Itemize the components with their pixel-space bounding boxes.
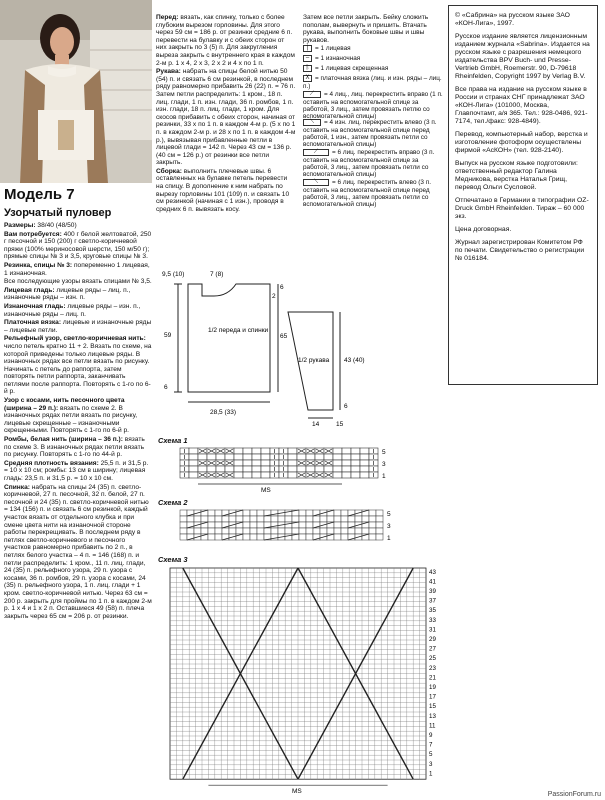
scheme2-cell — [229, 516, 236, 522]
middle-text-column — [156, 14, 296, 258]
scheme2-cell — [236, 516, 243, 522]
scheme2-cell — [257, 534, 264, 540]
scheme1-cell — [342, 466, 351, 472]
scheme2-cell — [292, 528, 299, 534]
scheme2-cell — [208, 528, 215, 534]
scheme2-cell — [348, 528, 355, 534]
scheme2-cell — [215, 528, 222, 534]
instruction-paragraph: Вам потребуется: 400 г белой желтоватой, 250 г песочной и 150 (200) г светло-коричневой пряжи (100% мериносовой шерсти, 150 м/50 г); прямые спицы № 3 и 3,5, круговые спицы № 3. — [4, 230, 152, 261]
scheme2-cell — [257, 516, 264, 522]
scheme1-cell — [342, 454, 351, 460]
scheme2-cell — [180, 522, 187, 528]
legend-text: = платочная вязка (лиц. и изн. ряды – лиц. п.) — [303, 75, 442, 90]
dim-width: 28,5 (33) — [210, 409, 237, 416]
instruction-paragraph: Сборка: выполнить плечевые швы. 6 оставленных на булавке петель перевести на спицу. В дополнение к ним набрать по вырезу горловины 101 (109) п. и связать 10 см резинкой (начиная с 1 изн.), проводя в средних 6 п. вывязать косу. — [156, 167, 290, 213]
scheme1-cell — [189, 460, 198, 466]
scheme3-row-number: 27 — [429, 645, 436, 653]
legend-symbol-icon: ⟍ — [303, 119, 321, 126]
scheme2-cell — [369, 510, 376, 516]
dim-num2: 2 — [272, 293, 276, 300]
scheme3-row-number: 17 — [429, 693, 436, 701]
scheme2-cell — [208, 522, 215, 528]
scheme2-cell — [250, 516, 257, 522]
scheme2-cell — [376, 534, 383, 540]
scheme2-cell — [348, 516, 355, 522]
scheme2-cell — [271, 522, 278, 528]
scheme2-cell — [271, 528, 278, 534]
info-box — [448, 5, 598, 385]
legend-text: = 4 лиц., лиц. перекрестить вправо (1 п. оставить на вспомогательной спице за работой, 3 лиц., затем провязать петлю со вспомогательной спицы) — [303, 91, 443, 120]
scheme2-cell — [208, 516, 215, 522]
assembly-end-text: Затем все петли закрыть. Бейку сложить пополам, вывернуть и пришить. Втачать рукава, выполнить боковые швы и швы рукавов. — [303, 14, 429, 44]
scheme1-label: Схема 1 — [158, 436, 188, 445]
scheme2-cell — [180, 528, 187, 534]
scheme1-cell — [234, 466, 243, 472]
legend-item — [303, 149, 443, 178]
scheme1-cell — [333, 460, 342, 466]
scheme1-row-number: 5 — [382, 449, 386, 456]
scheme1-cell — [216, 466, 225, 472]
instruction-paragraph: Все последующие узоры вязать спицами № 3,5. — [4, 278, 152, 286]
scheme2-cell — [376, 516, 383, 522]
scheme2-cell — [215, 510, 222, 516]
scheme1-cell — [306, 466, 315, 472]
scheme1-cell — [297, 454, 306, 460]
legend-symbol-icon: – — [303, 55, 312, 62]
scheme1-cell — [288, 460, 297, 466]
legend-symbol-icon: ⟍ — [303, 179, 329, 186]
instruction-paragraph: Платочная вязка: лицевые и изнаночные ряды – лицевые петли. — [4, 319, 152, 334]
scheme2-cell — [229, 528, 236, 534]
scheme2-cell — [376, 510, 383, 516]
scheme3-row-number: 15 — [429, 703, 436, 711]
scheme1-cell — [288, 466, 297, 472]
scheme2-cell — [278, 516, 285, 522]
scheme1-cell — [198, 454, 207, 460]
scheme1-cell — [261, 460, 270, 466]
scheme2-cell — [201, 516, 208, 522]
scheme2-cell — [334, 528, 341, 534]
scheme1-cell — [234, 472, 243, 478]
scheme1-cell — [288, 448, 297, 454]
scheme1-cell — [261, 448, 270, 454]
scheme2-cell — [257, 522, 264, 528]
scheme2-cell — [236, 528, 243, 534]
scheme1-cell — [351, 466, 360, 472]
scheme1-cell — [324, 454, 333, 460]
model-subtitle: Узорчатый пуловер — [4, 207, 112, 219]
scheme1-cell — [360, 472, 369, 478]
scheme3-row-number: 33 — [429, 616, 436, 624]
dim-top-left2: 7 (8) — [210, 271, 224, 278]
scheme2-cell — [257, 510, 264, 516]
scheme2-cell — [243, 528, 250, 534]
scheme2-cell — [285, 516, 292, 522]
scheme1-cell — [189, 472, 198, 478]
scheme1-ms-label: MS — [261, 487, 271, 494]
instruction-paragraph: Перед: вязать, как спинку, только с более глубоким вырезом горловины. Для этого через 59 см = 186 р. от резинки средние 6 п. перевести на булавку и с обеих сторон от них закрыть по 3 (5) п. Для закругления выреза закрыть с внутреннего края в каждом 2-м р. 1 х 4, 2 х 3, 2 х 2 и 4 х по 1 п. — [156, 14, 295, 67]
scheme3-row-number: 23 — [429, 664, 436, 672]
scheme3-row-number: 43 — [429, 568, 436, 576]
scheme1-cell — [234, 460, 243, 466]
model-photo — [0, 0, 152, 183]
legend-item — [303, 179, 443, 208]
scheme3-row-number: 37 — [429, 597, 436, 605]
scheme3-row-number: 39 — [429, 588, 436, 595]
scheme1-cell — [333, 448, 342, 454]
scheme2-cell — [285, 522, 292, 528]
scheme2-cell — [222, 516, 229, 522]
pattern-schematic — [158, 262, 448, 428]
scheme2-cell — [243, 516, 250, 522]
publisher-info-paragraph: © «Сабрина» на русском языке ЗАО «КОН-Лига», 1997. — [455, 12, 570, 27]
scheme1-cell — [261, 472, 270, 478]
scheme2-cell — [341, 510, 348, 516]
publisher-info-paragraph: Цена договорная. — [455, 226, 512, 233]
model-photo-image — [0, 0, 152, 183]
scheme1-cell — [243, 466, 252, 472]
scheme2-cell — [222, 528, 229, 534]
publisher-info-paragraph: Перевод, компьютерный набор, верстка и изготовление фотоформ осуществлены фирмой «АсКОН» (тел. 928-2140). — [455, 131, 588, 154]
scheme2-cell — [341, 522, 348, 528]
scheme2-cell — [285, 534, 292, 540]
scheme1-cell — [342, 448, 351, 454]
scheme1-grid — [180, 446, 420, 494]
legend-symbol-icon: ᛒ — [303, 65, 312, 72]
scheme1-cell — [207, 466, 216, 472]
scheme2-cell — [271, 534, 278, 540]
legend-item — [303, 119, 443, 148]
scheme3-row-number: 7 — [429, 741, 433, 749]
scheme3-row-number: 31 — [429, 626, 436, 634]
scheme1-cell — [360, 448, 369, 454]
left-text-column — [4, 222, 152, 797]
scheme2-cell — [341, 516, 348, 522]
site-watermark: PassionForum.ru — [547, 791, 601, 798]
scheme1-cell — [342, 460, 351, 466]
scheme1-row-number: 1 — [382, 473, 386, 480]
scheme3-row-number: 5 — [429, 751, 433, 759]
scheme2-cell — [327, 528, 334, 534]
scheme2-cell — [355, 528, 362, 534]
scheme3-grid — [168, 566, 448, 798]
scheme1-cell — [252, 454, 261, 460]
scheme3-row-number: 3 — [429, 760, 433, 768]
scheme2-cell — [306, 510, 313, 516]
scheme1-cell — [243, 454, 252, 460]
scheme1-cell — [216, 454, 225, 460]
scheme2-cell — [362, 516, 369, 522]
scheme2-cell — [271, 516, 278, 522]
scheme2-cell — [201, 528, 208, 534]
scheme2-cell — [327, 516, 334, 522]
scheme2-cell — [313, 528, 320, 534]
scheme1-cell — [297, 466, 306, 472]
scheme1-cell — [324, 466, 333, 472]
scheme1-cell — [252, 448, 261, 454]
scheme2-cell — [306, 528, 313, 534]
scheme1-cell — [234, 448, 243, 454]
scheme2-cell — [362, 528, 369, 534]
scheme2-row-number: 1 — [387, 535, 391, 542]
scheme2-cell — [313, 516, 320, 522]
scheme3-row-number: 29 — [429, 636, 436, 643]
scheme1-cell — [351, 454, 360, 460]
scheme2-cell — [299, 516, 306, 522]
scheme2-cell — [180, 516, 187, 522]
scheme1-cell — [351, 460, 360, 466]
model-title: Модель 7 — [4, 186, 75, 203]
scheme2-cell — [250, 510, 257, 516]
dim-sleeve-height: 43 (40) — [344, 357, 365, 364]
scheme3-row-number: 25 — [429, 655, 436, 663]
scheme2-cell — [257, 528, 264, 534]
scheme2-cell — [334, 522, 341, 528]
scheme1-cell — [243, 460, 252, 466]
right-text-column — [303, 14, 443, 234]
dim-front-height: 59 — [164, 332, 172, 339]
scheme2-cell — [264, 516, 271, 522]
legend-symbol-icon: ⟋ — [303, 149, 329, 156]
sleeve-label: 1/2 рукава — [298, 357, 330, 364]
scheme1-cell — [351, 448, 360, 454]
symbol-legend — [303, 45, 443, 215]
scheme2-cell — [187, 516, 194, 522]
scheme2-cell — [208, 510, 215, 516]
scheme1-cell — [261, 466, 270, 472]
scheme1-cell — [342, 472, 351, 478]
scheme1-cell — [351, 472, 360, 478]
scheme3-row-number: 21 — [429, 674, 436, 682]
scheme1-cell — [243, 472, 252, 478]
publisher-info-paragraph: Журнал зарегистрирован Комитетом РФ по печати. Свидетельство о регистрации № 016184. — [455, 239, 585, 262]
front-label: 1/2 переда и спинки — [208, 327, 269, 334]
scheme2-cell — [180, 534, 187, 540]
scheme2-cell — [320, 516, 327, 522]
instruction-paragraph: Спинка: набрать на спицы 24 (35) п. светло-коричневой, 27 п. песочной, 32 п. белой, 27 п. песочной и 24 (35) п. светло-коричневой нитью = 134 (156) п. и связать 6 см резинкой, каждый участок вязать от отдельного клубка и при смене цвета нити на изнаночной стороне работы перекрещивать. В последнем ряду в петлях светло-коричневого и песочного участков равномерно прибавить по 2 п., в петлях белого участка – 4 п. = 146 (168) п. и петли распределить: 1 кром., 11 п. лиц. глади, 24 (35) п. рельефного узора, 29 п. узора с косами, 36 п. ромбов, 29 п. узора с косами, 24 (35) п. рельефного узора, 1 п. лиц. глади + 1 кром. светло-коричневой нитью. Через 63 см = 200 р. закрыть для проймы по 1 п. в каждом 2-м р. 1 х 4 и 1 х 2 п. Оставшиеся 49 (58) п. плеча закрыть через 65 см = 206 р. от резинки. — [4, 483, 152, 620]
dim-bottom: 6 — [164, 384, 168, 391]
publisher-info-paragraph: Выпуск на русском языке подготовили: ответственный редактор Галина Медникова, верстка Наталья Грищ, перевод Ольги Сусловой. — [455, 160, 578, 191]
scheme2-cell — [299, 510, 306, 516]
legend-text: = 1 лицевая скрещенная — [315, 65, 389, 73]
front-back-outline — [188, 284, 270, 392]
dim-top-left: 9,5 (10) — [162, 271, 185, 278]
scheme2-cell — [341, 534, 348, 540]
dim-sleeve-w2: 15 — [336, 421, 344, 428]
scheme2-cell — [306, 522, 313, 528]
legend-text: = 6 лиц. перекрестить вправо (3 п. оставить на вспомогательной спице за работой, 3 лиц., затем провязать петли со вспомогательной спицы) — [303, 149, 435, 178]
scheme3-row-number: 19 — [429, 684, 436, 691]
instruction-paragraph: Изнаночная гладь: лицевые ряды – изн. п., изнаночные ряды – лиц. п. — [4, 302, 141, 318]
scheme2-cell — [278, 528, 285, 534]
scheme2-row-number: 3 — [387, 523, 391, 530]
scheme2-cell — [250, 528, 257, 534]
scheme2-cell — [285, 528, 292, 534]
scheme2-cell — [334, 534, 341, 540]
scheme2-cell — [215, 534, 222, 540]
instruction-paragraph: Рукава: набрать на спицы белой нитью 50 (54) п. и связать 6 см резинкой, в последнем ряду равномерно прибавить 26 (22) п. = 76 п. Затем петли распределить: 1 кром., 18 п. лиц. глади, 1 п. изн. глади, 36 п. ромбов, 1 п. изн. глади, 18 п. лиц. глади, 1 кром. Для скосов прибавить с обеих сторон, начиная от резинки, 33 х по 1 п. в каждом 4-м р. (5 х по 1 п. в каждом 2-м р. и 28 х по 1 п. в каждом 4-м р.), вывязывая прибавленные петли в лицевой глади = 142 п. Через 43 см = 136 р. (40 см = 126 р.) от резинки все петли закрыть. — [156, 68, 296, 167]
scheme2-cell — [369, 516, 376, 522]
legend-item — [303, 75, 443, 89]
scheme1-cell — [198, 466, 207, 472]
instruction-paragraph: Размеры: 38/40 (48/50) — [4, 222, 77, 229]
scheme1-cell — [333, 466, 342, 472]
scheme1-cell — [288, 472, 297, 478]
scheme1-cell — [252, 460, 261, 466]
scheme3-row-number: 9 — [429, 732, 433, 739]
scheme3-ms-label: MS — [292, 788, 302, 796]
scheme3-row-number: 11 — [429, 722, 436, 730]
scheme1-cell — [243, 448, 252, 454]
scheme1-cell — [225, 454, 234, 460]
legend-symbol-icon: | — [303, 45, 312, 52]
scheme2-cell — [306, 534, 313, 540]
scheme1-cell — [306, 454, 315, 460]
instruction-paragraph: Средняя плотность вязания: 25,5 п. и 31,5 р. = 10 х 10 см; ромбы: 13 см в ширину; лицевая гладь: 23,5 п. и 31,5 р. = 10 х 10 см. — [4, 459, 149, 482]
scheme2-cell — [369, 522, 376, 528]
scheme2-cell — [215, 522, 222, 528]
legend-text: = 6 лиц. перекрестить влево (3 п. оставить на вспомогательной спице перед работой, 3 лиц., затем провязать петли со вспомогательной спицы) — [303, 179, 431, 208]
instruction-paragraph: Резинка, спицы № 3: попеременно 1 лицевая, 1 изнаночная. — [4, 261, 150, 277]
scheme2-cell — [264, 528, 271, 534]
scheme1-cell — [315, 454, 324, 460]
scheme1-cell — [288, 454, 297, 460]
scheme1-cell — [207, 454, 216, 460]
instruction-paragraph: Ромбы, белая нить (ширина – 36 п.): вязать по схеме 3. В изнаночных рядах петли вязать по рисунку. Повторять с 1-го по 44-й р. — [4, 436, 145, 459]
scheme1-cell — [234, 454, 243, 460]
scheme3-row-number: 1 — [429, 770, 433, 778]
scheme3-row-number: 41 — [429, 578, 436, 586]
scheme2-label: Схема 2 — [158, 498, 188, 507]
scheme2-cell — [194, 528, 201, 534]
scheme2-cell — [215, 516, 222, 522]
dim-sleeve-w1: 14 — [312, 421, 320, 428]
publisher-info-paragraph: Отпечатано в Германии в типографии OZ-Druck GmbH Rheinfelden. Тираж – 60 000 экз. — [455, 197, 589, 220]
scheme1-cell — [360, 454, 369, 460]
scheme2-cell — [320, 528, 327, 534]
instruction-paragraph: Узор с косами, нить песочного цвета (ширина – 29 п.): вязать по схеме 2. В изнаночных рядах петли вязать по рисунку, лицевые скрещенные – изнаночными скрещенными. Повторять с 1-го по 6-й р. — [4, 397, 138, 435]
scheme2-cell — [376, 528, 383, 534]
scheme1-cell — [360, 460, 369, 466]
scheme2-cell — [369, 528, 376, 534]
scheme2-cell — [334, 510, 341, 516]
dim-total: 65 — [280, 333, 288, 340]
scheme3-row-number: 35 — [429, 607, 436, 615]
scheme2-cell — [194, 516, 201, 522]
scheme3-label: Схема 3 — [158, 555, 188, 564]
scheme2-row-number: 5 — [387, 511, 391, 518]
scheme1-cell — [315, 466, 324, 472]
scheme2-cell — [299, 522, 306, 528]
instruction-paragraph: Рельефный узор, светло-коричневая нить: число петель кратно 11 + 2. Вязать по схеме, на которой приведены только лицевые ряды. В изнаночных рядах все петли вязать по рисунку. Начинать с петель до раппорта, затем повторять петли раппорта, заканчивать петлями после раппорта. Повторять с 1-го по 6-й р. — [4, 335, 152, 396]
scheme2-cell — [306, 516, 313, 522]
scheme1-cell — [252, 472, 261, 478]
scheme2-cell — [334, 516, 341, 522]
scheme1-row-number: 3 — [382, 461, 386, 468]
scheme2-cell — [243, 534, 250, 540]
legend-text: = 4 изн. лиц. перекрестить влево (3 п. оставить на вспомогательной спице перед работой, 1 изн., затем провязать петли со вспомогательной спицы) — [303, 119, 437, 148]
scheme2-cell — [292, 516, 299, 522]
scheme2-cell — [355, 516, 362, 522]
legend-item — [303, 91, 443, 120]
publisher-info-paragraph: Все права на издание на русском языке в России и странах СНГ принадлежат ЗАО «КОН-Лига» (101000, Москва, Главпочтамт, а/я 365. Тел.: 928-0486, 921-7174, тел./факс: 928-4849). — [455, 86, 588, 125]
scheme2-cell — [299, 528, 306, 534]
scheme1-cell — [333, 454, 342, 460]
dim-armhole: 6 — [280, 284, 284, 291]
scheme1-cell — [189, 466, 198, 472]
scheme3-row-number: 13 — [429, 712, 436, 720]
dim-sleeve-bottom: 6 — [344, 403, 348, 410]
legend-text: = 1 изнаночная — [315, 55, 361, 63]
scheme1-cell — [225, 466, 234, 472]
scheme1-cell — [252, 466, 261, 472]
publisher-info-paragraph: Русское издание является лицензионным изданием журнала «Sabrina». Издается на русском языке с разрешения немецкого издательства BPV Buch- und Presse-Vertrieb GmbH, Roemerstr. 90, D-79618 Rheinfelden, Copyright 1997 by Verlag B.V. — [455, 33, 590, 80]
scheme1-cell — [189, 448, 198, 454]
scheme2-cell — [243, 522, 250, 528]
scheme2-cell — [208, 534, 215, 540]
scheme2-cell — [250, 522, 257, 528]
scheme2-cell — [180, 510, 187, 516]
legend-symbol-icon: ⟋ — [303, 91, 321, 98]
scheme2-cell — [369, 534, 376, 540]
scheme1-cell — [360, 466, 369, 472]
scheme2-cell — [187, 528, 194, 534]
legend-text: = 1 лицевая — [315, 45, 351, 53]
scheme2-cell — [299, 534, 306, 540]
scheme1-cell — [261, 454, 270, 460]
scheme1-cell — [189, 454, 198, 460]
scheme2-cell — [243, 510, 250, 516]
scheme2-cell — [271, 510, 278, 516]
legend-symbol-icon: X — [303, 75, 312, 82]
scheme2-cell — [341, 528, 348, 534]
scheme1-cell — [333, 472, 342, 478]
scheme2-cell — [250, 534, 257, 540]
scheme2-cell — [285, 510, 292, 516]
scheme2-cell — [376, 522, 383, 528]
instruction-paragraph: Лицевая гладь: лицевые ряды – лиц. п., изнаночные ряды – изн. п. — [4, 286, 131, 302]
scheme2-grid — [180, 508, 420, 544]
